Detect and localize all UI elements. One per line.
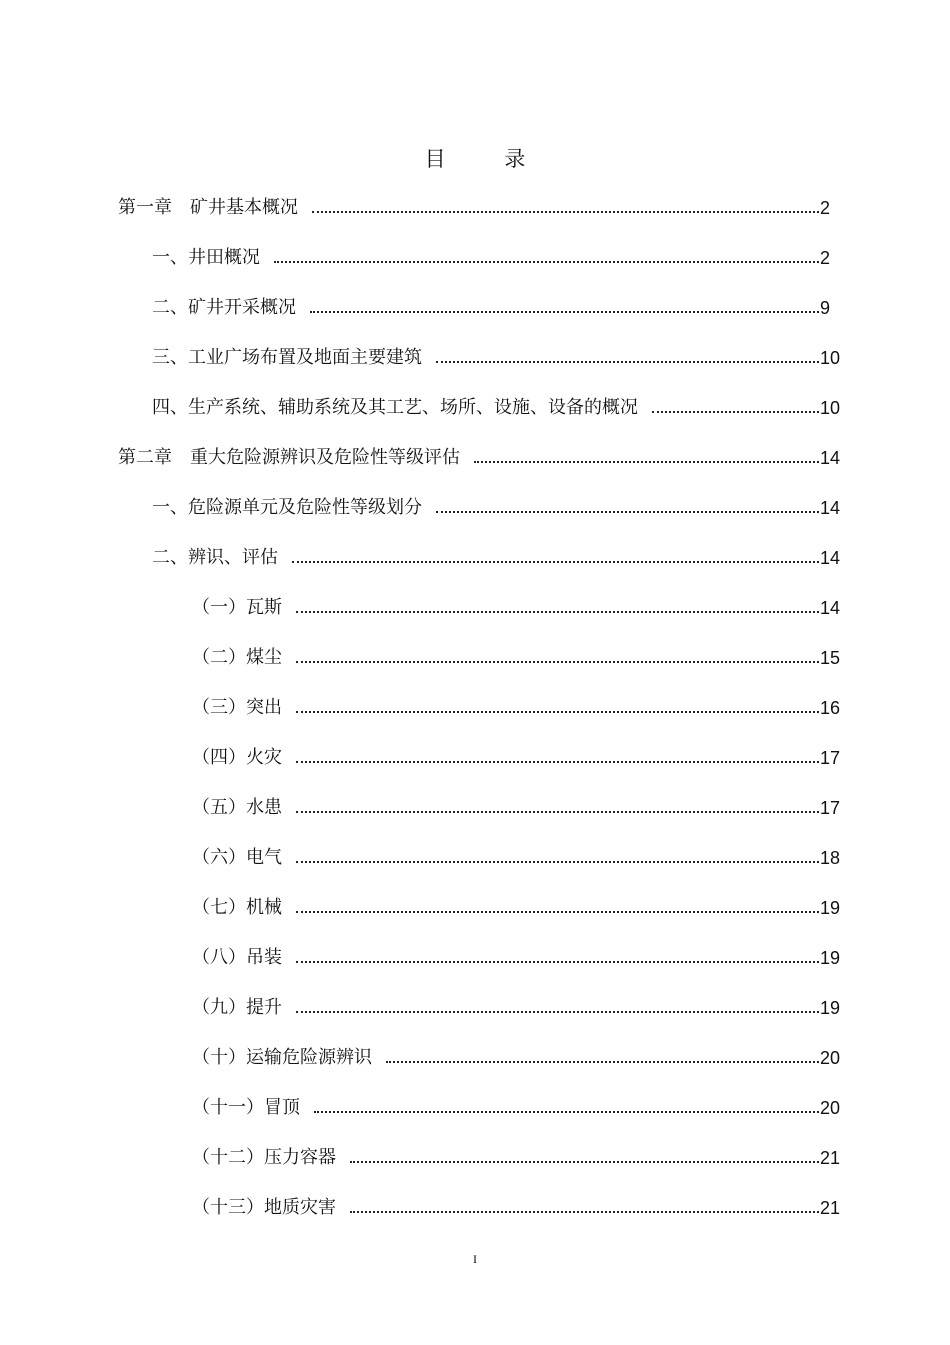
dot-leader — [350, 1160, 819, 1163]
dot-leader — [274, 260, 819, 263]
toc-entry-label: （二）煤尘 — [192, 647, 282, 668]
dot-leader — [436, 360, 819, 363]
toc-entry-label: （六）电气 — [192, 847, 282, 868]
toc-entry[interactable] — [152, 535, 850, 569]
toc-entry-page: 21 — [820, 1148, 841, 1168]
toc-entry-page: 20 — [820, 1098, 841, 1118]
toc-title: 目 录 — [424, 147, 552, 171]
toc-entry-label: 四、生产系统、辅助系统及其工艺、场所、设施、设备的概况 — [152, 397, 638, 418]
toc-entry[interactable] — [192, 585, 850, 619]
dot-leader — [310, 310, 819, 313]
toc-entry-page: 19 — [820, 998, 841, 1018]
toc-entry-label: 二、辨识、评估 — [152, 547, 278, 568]
toc-entry-page: 17 — [820, 748, 841, 768]
toc-entry-label: （五）水患 — [192, 797, 282, 818]
toc-entry[interactable] — [192, 785, 850, 819]
toc-entry[interactable] — [192, 985, 850, 1019]
toc-entry-page: 14 — [820, 548, 841, 568]
dot-leader — [296, 710, 819, 713]
toc-entry[interactable] — [192, 1185, 850, 1219]
toc-entry-page: 2 — [820, 248, 831, 268]
toc-entry[interactable] — [152, 385, 850, 419]
toc-entry-label: （八）吊装 — [192, 947, 282, 968]
toc-entry-label: 一、井田概况 — [152, 247, 260, 268]
toc-entry-label: 第二章 重大危险源辨识及危险性等级评估 — [118, 447, 460, 468]
toc-entry-page: 19 — [820, 948, 841, 968]
toc-entry[interactable] — [152, 485, 850, 519]
dot-leader — [350, 1210, 819, 1213]
toc-entry-label: （十）运输危险源辨识 — [192, 1047, 372, 1068]
toc-entry-page: 17 — [820, 798, 841, 818]
dot-leader — [474, 460, 819, 463]
toc-entry[interactable] — [192, 1135, 850, 1169]
toc-entry-page: 2 — [820, 198, 831, 218]
toc-entry-label: 一、危险源单元及危险性等级划分 — [152, 497, 422, 518]
toc-entry-page: 16 — [820, 698, 841, 718]
toc-entry-label: 二、矿井开采概况 — [152, 297, 296, 318]
toc-entry-page: 14 — [820, 448, 841, 468]
page-number: I — [473, 1252, 477, 1266]
toc-entry[interactable] — [192, 1035, 850, 1069]
dot-leader — [386, 1060, 819, 1063]
toc-entry-label: （十二）压力容器 — [192, 1147, 336, 1168]
dot-leader — [296, 960, 819, 963]
toc-entry-chapter-2[interactable] — [118, 435, 850, 469]
toc-entry-label: 三、工业广场布置及地面主要建筑 — [152, 347, 422, 368]
toc-entry-chapter-1[interactable] — [118, 185, 850, 219]
toc-entry-label: （十一）冒顶 — [192, 1097, 300, 1118]
dot-leader — [436, 510, 819, 513]
toc-entry-label: 第一章 矿井基本概况 — [118, 197, 298, 218]
toc-entry[interactable] — [192, 885, 850, 919]
dot-leader — [296, 910, 819, 913]
toc-entry[interactable] — [192, 835, 850, 869]
toc-entry-label: （三）突出 — [192, 697, 282, 718]
dot-leader — [312, 210, 819, 213]
dot-leader — [292, 560, 819, 563]
dot-leader — [652, 410, 819, 413]
dot-leader — [314, 1110, 819, 1113]
toc-entry[interactable] — [192, 735, 850, 769]
toc-entry-label: （七）机械 — [192, 897, 282, 918]
toc-entry[interactable] — [192, 935, 850, 969]
toc-entry-page: 10 — [820, 348, 841, 368]
toc-entry-page: 14 — [820, 598, 841, 618]
toc-entry-label: （一）瓦斯 — [192, 597, 282, 618]
toc-entry[interactable] — [152, 335, 850, 369]
toc-entry-label: （十三）地质灾害 — [192, 1197, 336, 1218]
toc-entry[interactable] — [192, 635, 850, 669]
toc-entry[interactable] — [192, 1085, 850, 1119]
toc-entry-page: 21 — [820, 1198, 841, 1218]
dot-leader — [296, 1010, 819, 1013]
dot-leader — [296, 860, 819, 863]
toc-entry[interactable] — [192, 685, 850, 719]
dot-leader — [296, 810, 819, 813]
toc-entry-page: 15 — [820, 648, 841, 668]
toc-entry-label: （四）火灾 — [192, 747, 282, 768]
toc-entry-page: 20 — [820, 1048, 841, 1068]
toc-entry[interactable] — [152, 235, 850, 269]
toc-entry-page: 10 — [820, 398, 841, 418]
toc-entry-page: 19 — [820, 898, 841, 918]
toc-entry-page: 14 — [820, 498, 841, 518]
toc-entry-page: 18 — [820, 848, 841, 868]
toc-entry-page: 9 — [820, 298, 831, 318]
dot-leader — [296, 660, 819, 663]
dot-leader — [296, 610, 819, 613]
toc-entry[interactable] — [152, 285, 850, 319]
toc-entry-label: （九）提升 — [192, 997, 282, 1018]
dot-leader — [296, 760, 819, 763]
